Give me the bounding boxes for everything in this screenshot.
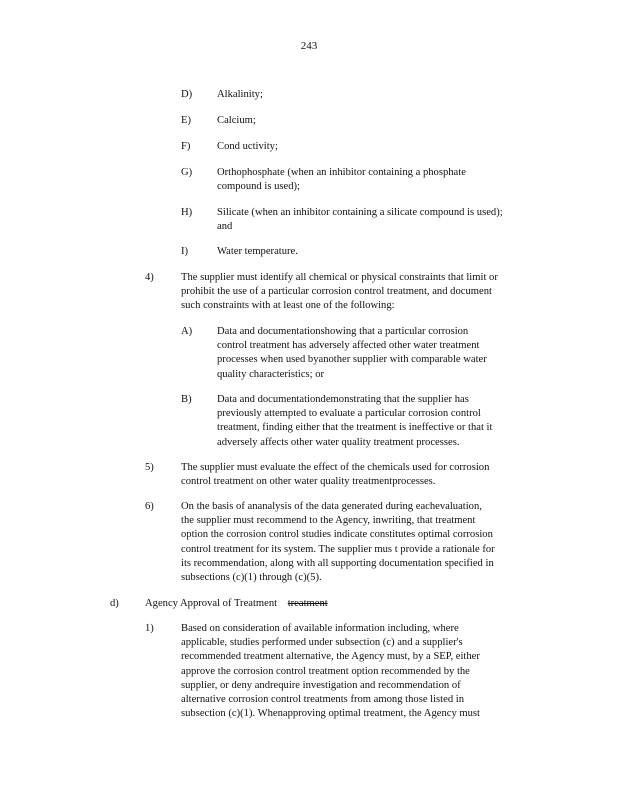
item-text bbox=[181, 271, 546, 314]
text-line: Data and documentationdemonstrating that the supplier has bbox=[217, 394, 469, 405]
text-line: prohibit the use of a particular corrosion control treatment, and document bbox=[181, 286, 492, 298]
text-line: its recommendation, along with all supporting documentation specified in bbox=[181, 557, 494, 569]
list-item bbox=[0, 271, 618, 315]
list-item bbox=[0, 325, 618, 383]
item-label: 4) bbox=[145, 272, 154, 283]
text-line: Calcium; bbox=[217, 115, 256, 126]
item-label: E) bbox=[181, 115, 191, 126]
list-item bbox=[0, 140, 618, 156]
text-line: control treatment on other water quality treatmentprocesses. bbox=[181, 476, 436, 488]
item-label: A) bbox=[181, 326, 193, 337]
list-item bbox=[0, 88, 618, 104]
text-line: and bbox=[217, 221, 233, 233]
list-item bbox=[0, 114, 618, 130]
item-text bbox=[181, 622, 521, 721]
item-text bbox=[217, 114, 547, 128]
text-line: The supplier must evaluate the effect of the chemicals used for corrosion bbox=[181, 462, 490, 473]
text-line: subsection (c)(1). Whenapproving optimal treatment, the Agency must bbox=[181, 708, 480, 720]
text-line: alternative corrosion control treatments from among those listed in bbox=[181, 694, 465, 706]
list-item bbox=[0, 206, 618, 236]
item-label: 5) bbox=[145, 462, 154, 473]
item-text bbox=[145, 597, 445, 611]
item-label: d) bbox=[110, 598, 119, 609]
item-text bbox=[217, 393, 532, 450]
item-text bbox=[217, 206, 547, 234]
item-label: I) bbox=[181, 246, 189, 257]
page-number: 243 bbox=[300, 40, 318, 52]
text-line: Water temperature. bbox=[217, 246, 298, 257]
text-line: compound is used); bbox=[217, 181, 300, 193]
struck-text: treatment bbox=[287, 598, 328, 609]
text-line bbox=[145, 597, 445, 611]
section-heading bbox=[0, 597, 618, 613]
text-line: processes when used byanother supplier with comparable water bbox=[217, 354, 487, 366]
text-line: Data and documentationshowing that a particular corrosion bbox=[217, 326, 469, 337]
item-text bbox=[217, 325, 532, 382]
text-line: control treatment has adversely affected other water treatment bbox=[217, 340, 480, 352]
item-text bbox=[217, 245, 547, 259]
text-line: On the basis of ananalysis of the data generated during eachevaluation, bbox=[181, 501, 482, 512]
text-line: adversely affects other water quality treatment processes. bbox=[217, 436, 460, 448]
text-line: applicable, studies performed under subsection (c) and a supplier's bbox=[181, 637, 463, 649]
text-line: The supplier must identify all chemical or physical constraints that limit or bbox=[181, 272, 498, 283]
text-line: Silicate (when an inhibitor containing a silicate compound is used); bbox=[217, 207, 503, 218]
item-label: H) bbox=[181, 207, 193, 218]
list-item bbox=[0, 166, 618, 196]
text-line: subsections (c)(1) through (c)(5). bbox=[181, 572, 322, 584]
item-text bbox=[217, 166, 547, 194]
text-line: option the corrosion control studies indicate constitutes optimal corrosion bbox=[181, 529, 493, 541]
item-label: F) bbox=[181, 141, 191, 152]
text-line: Cond uctivity; bbox=[217, 141, 278, 152]
item-label: 1) bbox=[145, 623, 154, 634]
text-line: previously attempted to evaluate a particular corrosion control bbox=[217, 408, 481, 420]
item-label: B) bbox=[181, 394, 192, 405]
heading-text: Agency Approval of Treatment bbox=[145, 598, 278, 609]
item-text bbox=[181, 500, 541, 585]
item-label: D) bbox=[181, 89, 193, 100]
text-line: supplier, or deny andrequire investigation and recommendation of bbox=[181, 679, 461, 691]
text-line: quality characteristics; or bbox=[217, 368, 325, 380]
text-line: Alkalinity; bbox=[217, 89, 263, 100]
text-line: control treatment for its system. The supplier mus t provide a rationale for bbox=[181, 543, 495, 555]
item-text bbox=[217, 140, 547, 154]
list-item bbox=[0, 461, 618, 491]
text-line: the supplier must recommend to the Agency, inwriting, that treatment bbox=[181, 515, 476, 527]
item-label: G) bbox=[181, 167, 193, 178]
text-line: Orthophosphate (when an inhibitor containing a phosphate bbox=[217, 167, 466, 178]
text-line: recommended treatment alternative, the Agency must, by a SEP, either bbox=[181, 651, 480, 663]
list-item bbox=[0, 245, 618, 261]
text-line: approve the corrosion control treatment option recommended by the bbox=[181, 665, 470, 677]
list-item bbox=[0, 393, 618, 451]
item-text bbox=[217, 88, 547, 102]
text-line: Based on consideration of available information including, where bbox=[181, 623, 459, 634]
list-item bbox=[0, 500, 618, 586]
list-item bbox=[0, 622, 618, 722]
text-line: treatment, finding either that the treatment is ineffective or that it bbox=[217, 422, 493, 434]
item-label: 6) bbox=[145, 501, 154, 512]
text-line: such constraints with at least one of the following: bbox=[181, 300, 395, 312]
item-text bbox=[181, 461, 531, 489]
